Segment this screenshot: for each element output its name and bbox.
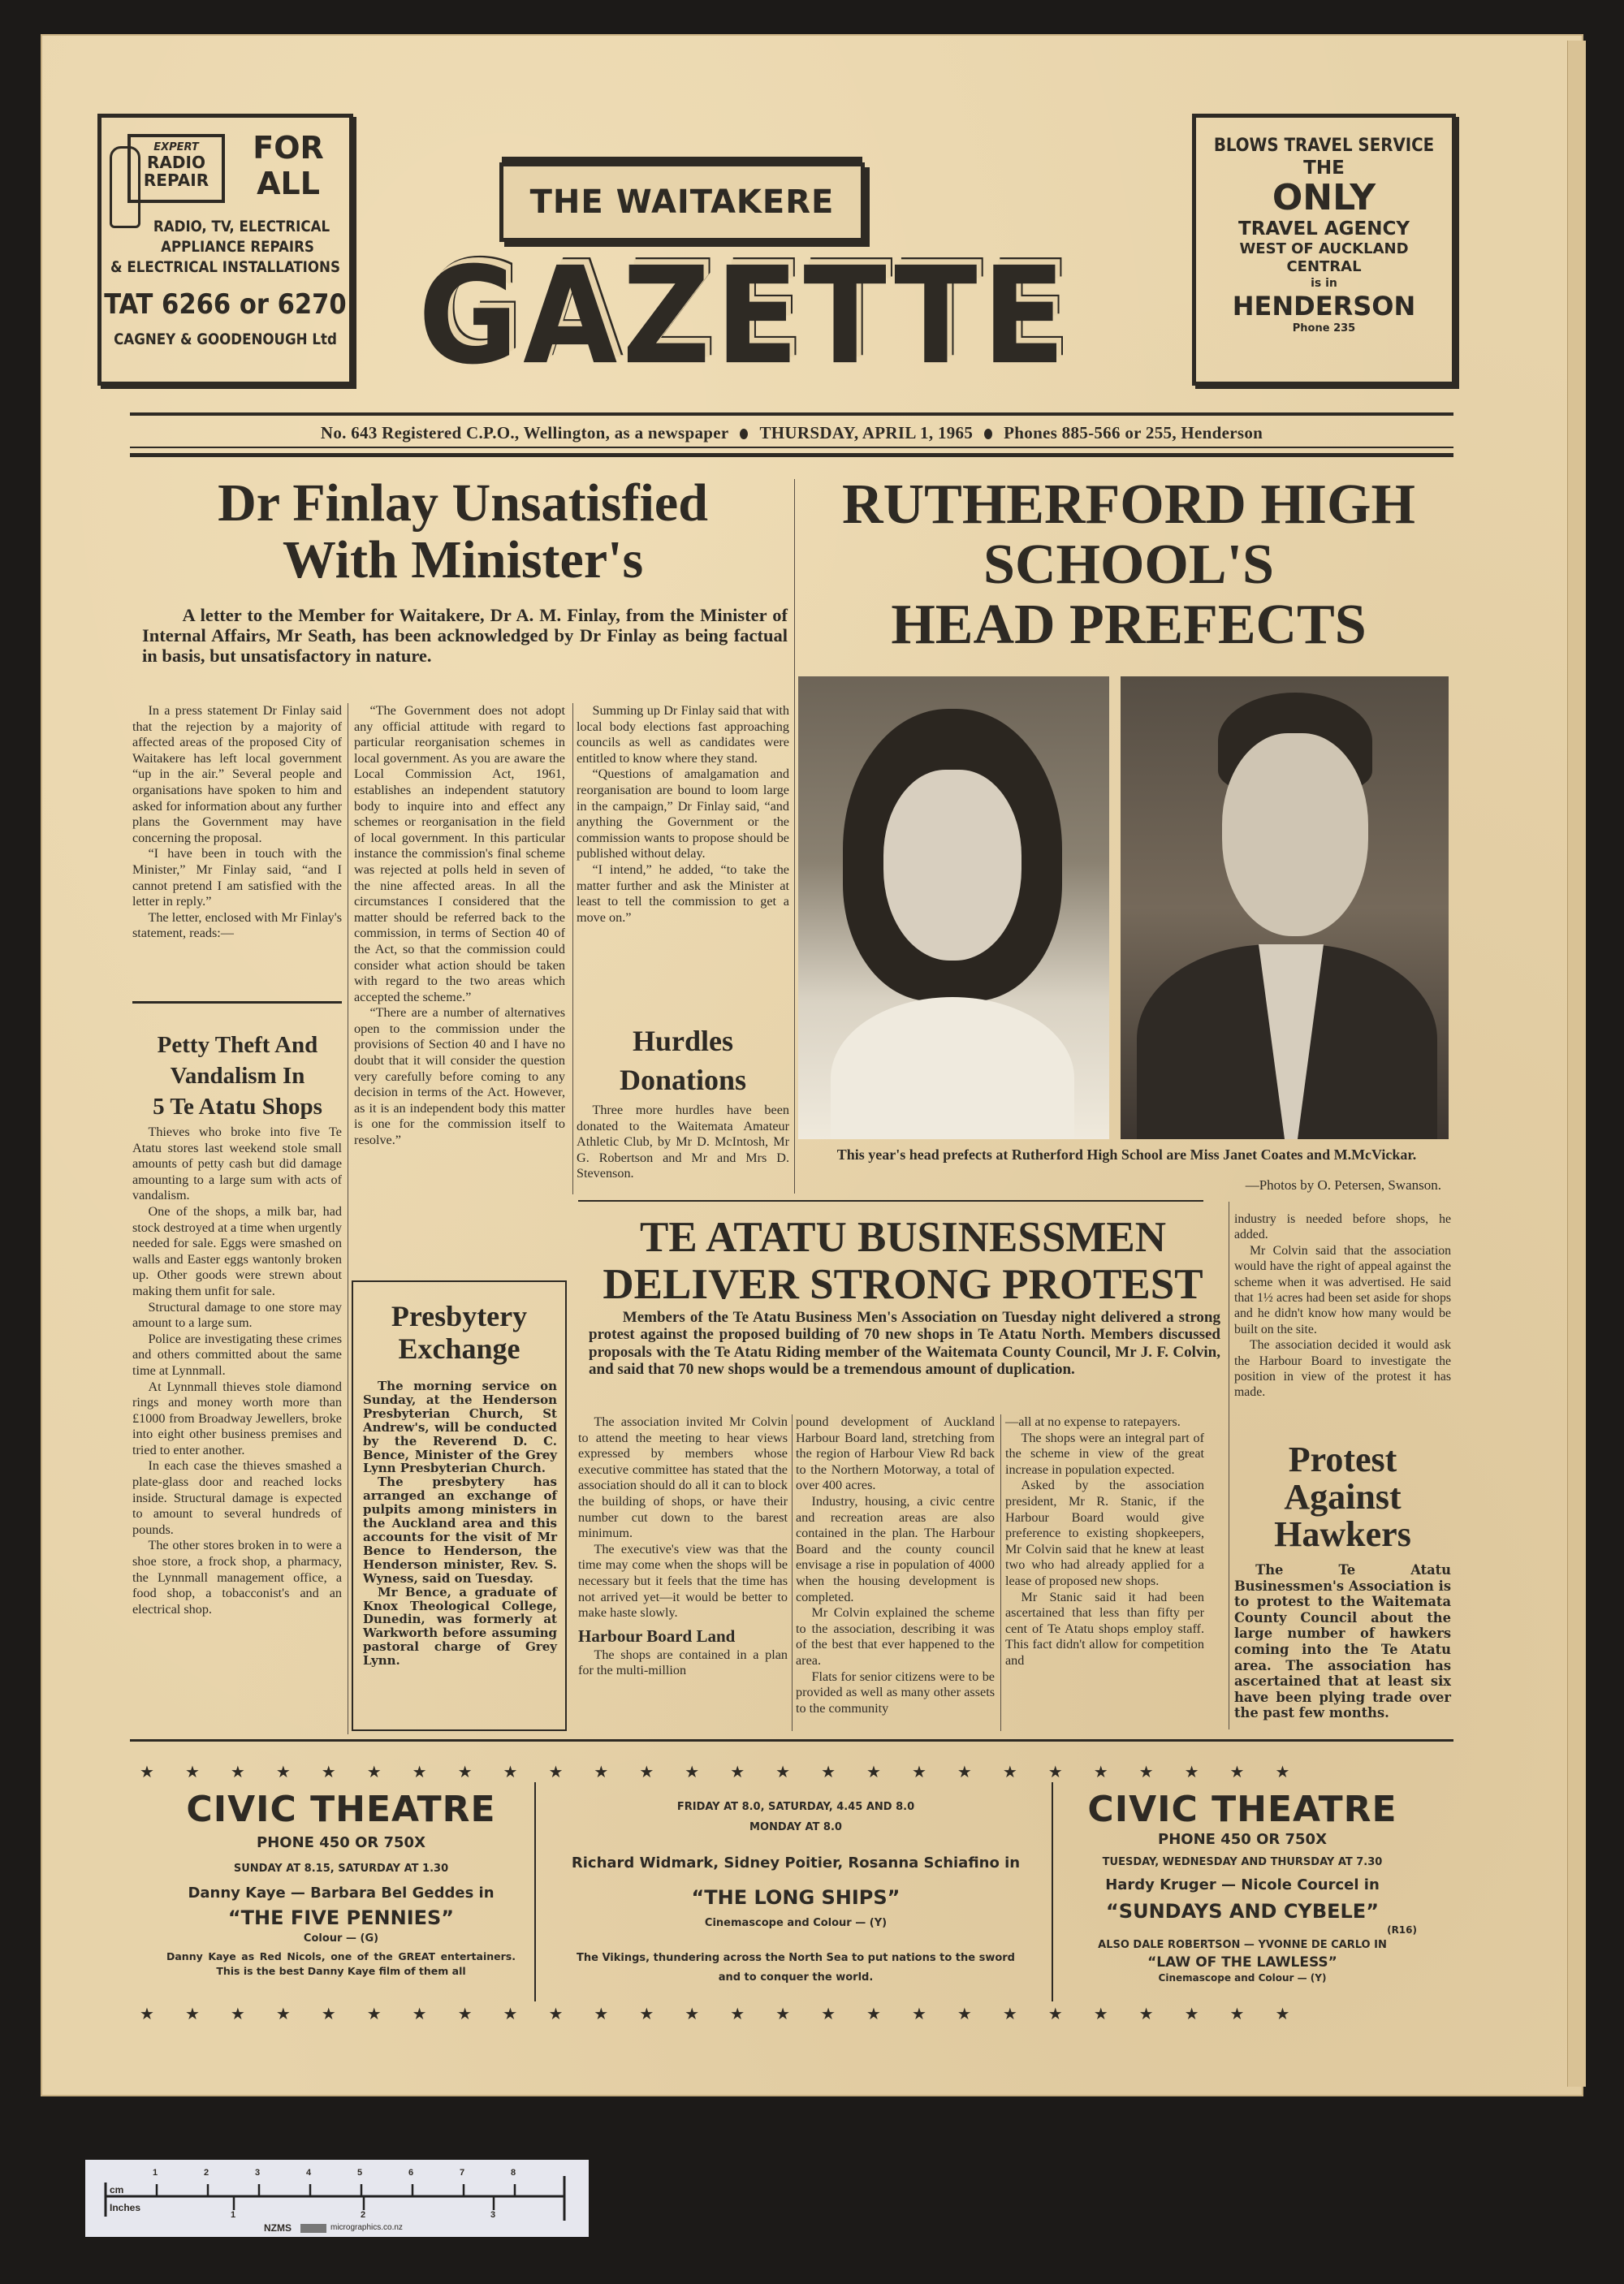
star-icon: ★ (911, 1762, 926, 1781)
star-icon: ★ (639, 1762, 654, 1781)
service-line: & ELECTRICAL INSTALLATIONS (110, 259, 340, 276)
issue-date: THURSDAY, APRIL 1, 1965 (759, 423, 974, 443)
inch-tick-label: 3 (490, 2210, 496, 2220)
cm-tick-label: 3 (255, 2168, 261, 2178)
travel-line: BLOWS TRAVEL SERVICE (1213, 136, 1435, 156)
paragraph: Mr Stanic said it had been ascertained that less than fifty per cent of Te Atatu shops employ staff. This fact didn't allow for competition and (1005, 1589, 1204, 1668)
film-title: “THE LONG SHIPS” (691, 1886, 901, 1909)
star-icon: ★ (1047, 1762, 1063, 1781)
expert-radio-badge (127, 134, 225, 203)
nzms-brand: NZMS (264, 2222, 292, 2234)
star-icon: ★ (1138, 2004, 1154, 2023)
hurdles-body (577, 1103, 789, 1182)
star-icon: ★ (275, 1762, 291, 1781)
cm-label: cm (110, 2184, 124, 2195)
star-icon: ★ (321, 2004, 336, 2023)
paragraph: Thieves who broke into five Te Atatu stores last weekend stole small amounts of petty cash but did damage amounting to a large sum with acts of vandalism. (132, 1125, 342, 1203)
star-icon: ★ (1002, 1762, 1017, 1781)
phones-text: Phones 885-566 or 255, Henderson (1004, 423, 1263, 443)
column-rule (792, 1414, 793, 1731)
headline-line: Against (1284, 1477, 1402, 1517)
photo-credit: —Photos by O. Petersen, Swanson. (1245, 1177, 1441, 1193)
headline-line: Donations (619, 1064, 747, 1096)
cinema-ad-left (166, 1790, 516, 1979)
cm-tick-label: 7 (460, 2168, 465, 2178)
rule (130, 453, 1453, 457)
theatre-phone: PHONE 450 OR 750X (1158, 1831, 1327, 1848)
paragraph: Mr Colvin explained the scheme to the association, describing it was of the best that ever happened to the area. (796, 1605, 995, 1668)
te-atatu-col-2 (796, 1414, 995, 1716)
radio-phone: TAT 6266 or 6270 (104, 288, 347, 321)
petty-theft-body (132, 1125, 342, 1617)
badge-line: EXPERT (153, 141, 199, 153)
star-icon: ★ (730, 2004, 745, 2023)
star-icon: ★ (412, 2004, 427, 2023)
star-icon: ★ (639, 2004, 654, 2023)
finlay-standfirst: A letter to the Member for Waitakere, Dr A. M. Finlay, from the Minister of Internal Affairs, Mr Seath, has been acknowledged by Dr Finlay as being factual in basis, but unsatisfactory in nature. (142, 605, 788, 666)
paragraph: industry is needed before shops, he added. (1234, 1212, 1451, 1242)
star-icon: ★ (866, 1762, 881, 1781)
folio-text (130, 423, 1453, 443)
star-icon: ★ (1229, 2004, 1245, 2023)
travel-line: THE (1303, 158, 1345, 179)
section-rule (132, 1001, 342, 1004)
inches-label: Inches (110, 2202, 141, 2213)
travel-henderson: HENDERSON (1232, 291, 1416, 322)
te-atatu-col-3 (1005, 1414, 1204, 1669)
paragraph: The shops are contained in a plan for the multi-million (578, 1647, 788, 1678)
radio-services (106, 217, 345, 278)
travel-only: ONLY (1272, 177, 1376, 218)
star-icon: ★ (594, 2004, 609, 2023)
headline-line: With Minister's (282, 530, 644, 589)
badge-line: REPAIR (143, 171, 209, 190)
all-text: ALL (257, 166, 320, 201)
star-icon: ★ (275, 2004, 291, 2023)
travel-phone: Phone 235 (1292, 322, 1356, 335)
paragraph: “The Government does not adopt any official attitude with regard to particular reorganisation schemes in local government. As you are aware the Local Commission Act, 1961, establishes an independent statutory body to inquire into and effect any schemes or reorganisation in the field of local government. In this particular instance the commission's final scheme was rejected at polls held in seven of the nine affected areas. In all the circumstances I considered that the matter should be referred back to the commission, in terms of Section 40 of the Act, so that the commission could consider what action should be taken with regard to the two areas which accepted the scheme.” (354, 703, 565, 1004)
showtimes: MONDAY AT 8.0 (749, 1821, 842, 1833)
for-all (244, 130, 333, 201)
for-text: FOR (253, 130, 324, 166)
te-atatu-headline (578, 1214, 1228, 1308)
star-icon: ★ (911, 2004, 926, 2023)
finlay-col-2 (354, 703, 565, 1149)
rule (130, 412, 1453, 416)
ad-divider (534, 1782, 536, 2001)
star-icon: ★ (775, 2004, 791, 2023)
paragraph: The other stores broken in to were a shoe store, a frock shop, a pharmacy, the Lynnmall management office, a food shop, a tobacconist's and an electrical shop. (132, 1538, 342, 1617)
film-title: “SUNDAYS AND CYBELE” (1106, 1900, 1379, 1923)
star-icon: ★ (366, 2004, 382, 2023)
headline-line: SCHOOL'S (983, 533, 1274, 596)
star-icon: ★ (685, 1762, 700, 1781)
star-icon: ★ (1184, 2004, 1199, 2023)
blouse-shape (831, 997, 1074, 1139)
rutherford-headline (804, 475, 1453, 655)
cast: Richard Widmark, Sidney Poitier, Rosanna Schiafino in (571, 1854, 1021, 1872)
nzms-site: micrographics.co.nz (330, 2223, 403, 2232)
star-icon: ★ (412, 1762, 427, 1781)
presbytery-headline (353, 1300, 565, 1365)
scale-ruler (85, 2160, 589, 2237)
folio-bar (130, 412, 1453, 461)
headline-line: Petty Theft And (157, 1032, 318, 1058)
paragraph: In a press statement Dr Finlay said that the rejection by a majority of affected areas of the proposed City of Waitakere has left local government “up in the air.” Several people and organisations have spoken to him and asked for information about any further plans the Government may have concerning the proposal. (132, 703, 342, 845)
petty-theft-headline (130, 1030, 345, 1122)
star-border-bottom (140, 2004, 1289, 2023)
cm-tick-label: 5 (357, 2168, 363, 2178)
star-icon: ★ (230, 1762, 245, 1781)
star-icon: ★ (685, 2004, 700, 2023)
ad-divider (1052, 1782, 1053, 2001)
star-icon: ★ (957, 2004, 972, 2023)
radio-repair-ad (97, 114, 353, 386)
star-icon: ★ (140, 2004, 154, 2023)
paragraph: At Lynnmall thieves stole diamond rings and money worth more than £1000 from Broadway Jewellers, broke into eight other business premises and tried to enter another. (132, 1379, 342, 1457)
film-rating: Colour — (G) (303, 1932, 379, 1945)
nzms-logo-icon (300, 2224, 326, 2233)
star-icon: ★ (321, 1762, 336, 1781)
cast: Hardy Kruger — Nicole Courcel in (1105, 1876, 1380, 1893)
film-blurb: The Vikings, thundering across the North Sea to put nations to the sword and to conquer the world. (576, 1952, 1015, 1984)
paragraph: “I intend,” he added, “to take the matter further and ask the Minister at least to tell the commission to get a move on.” (577, 861, 789, 925)
cm-tick-label: 6 (408, 2168, 414, 2178)
travel-line: WEST OF AUCKLAND (1239, 240, 1409, 257)
te-atatu-col-1 (578, 1414, 788, 1679)
paragraph: Summing up Dr Finlay said that with local body elections fast approaching councils as well as candidates were entitled to know where they stand. (577, 703, 789, 766)
presbytery-box (352, 1280, 567, 1731)
hawkers-body: The Te Atatu Businessmen's Association is to protest to the Waitemata County Council about the large number of hawkers coming into the Te Atatu area. The association has ascertained that at least six have been plying trade over the past few months. (1234, 1562, 1451, 1721)
page-edge (1567, 41, 1586, 2087)
service-line: RADIO, TV, ELECTRICAL (153, 218, 330, 235)
showtimes: TUESDAY, WEDNESDAY AND THURSDAY AT 7.30 (1102, 1856, 1383, 1868)
paragraph: Three more hurdles have been donated to the Waitemata Amateur Athletic Club, by Mr D. McIntosh, Mr G. Robertson and Mr and Mrs D. Stevenson. (577, 1103, 789, 1181)
paragraph: The letter, enclosed with Mr Finlay's statement, reads:— (132, 909, 342, 941)
star-icon: ★ (366, 1762, 382, 1781)
star-icon: ★ (230, 2004, 245, 2023)
column-rule (794, 479, 795, 1194)
film-blurb: Danny Kaye as Red Nicols, one of the GREAT entertainers. This is the best Danny Kaye film of them all (166, 1950, 516, 1977)
face-shape (883, 770, 1021, 961)
star-icon: ★ (821, 2004, 836, 2023)
cm-tick-label: 8 (511, 2168, 516, 2178)
paragraph: pound development of Auckland Harbour Board land, stretching from the region of Harbour View Rd back to the Northern Motorway, a total of over 400 acres. (796, 1414, 995, 1493)
star-icon: ★ (1229, 1762, 1245, 1781)
cast: Danny Kaye — Barbara Bel Geddes in (188, 1885, 495, 1902)
hurdles-headline (577, 1021, 789, 1099)
section-rule (578, 1200, 1203, 1202)
presbytery-body (363, 1379, 557, 1668)
photo-mcvickar (1121, 676, 1449, 1139)
finlay-col-3 (577, 703, 789, 926)
travel-line: TRAVEL AGENCY (1238, 218, 1410, 240)
headline-line: HEAD PREFECTS (891, 594, 1367, 656)
cm-tick-label: 1 (153, 2168, 158, 2178)
headline-line: Hurdles (632, 1025, 733, 1057)
star-icon: ★ (775, 1762, 791, 1781)
cm-tick-label: 2 (204, 2168, 209, 2178)
paragraph: The association decided it would ask the Harbour Board to investigate the position in view of the protest it has made. (1234, 1338, 1451, 1400)
paragraph: In each case the thieves smashed a plate-glass door and reached locks inside. Structural damage is expected to amount to several hundreds of pounds. (132, 1458, 342, 1537)
star-icon: ★ (821, 1762, 836, 1781)
photo-caption: This year's head prefects at Rutherford High School are Miss Janet Coates and M.McVickar. (836, 1146, 1417, 1163)
paragraph: The association invited Mr Colvin to attend the meeting to hear views expressed by members whose executive committee has stated that the association should do all it can to block the building of shops, or have their number cut down to the barest minimum. (578, 1414, 788, 1541)
headline-line: RUTHERFORD HIGH (842, 473, 1415, 536)
paragraph: The executive's view was that the time may come when the shops will be necessary but it feels that the time has not arrived yet—it would be better to make haste slowly. (578, 1541, 788, 1621)
masthead (418, 150, 1161, 395)
headline-line: Presbytery (391, 1300, 528, 1332)
headline-line: DELIVER STRONG PROTEST (603, 1261, 1203, 1308)
star-icon: ★ (548, 2004, 564, 2023)
travel-agency-ad (1192, 114, 1456, 386)
column-rule (572, 703, 573, 1194)
star-icon: ★ (1275, 2004, 1290, 2023)
paragraph: Asked by the association president, Mr R. Stanic, if the Harbour Board would give preference to existing shopkeepers, Mr Colvin said that he knew at least two who had already applied for a lease of proposed new shops. (1005, 1478, 1204, 1588)
inch-tick-label: 2 (361, 2210, 366, 2220)
film-rating-2: Cinemascope and Colour — (Y) (1158, 1972, 1327, 1984)
paragraph: The morning service on Sunday, at the Henderson Presbyterian Church, St Andrew's, will be conducted by the Reverend D. C. Bence, Minister of the Grey Lynn Presbyterian Church. (363, 1379, 557, 1476)
star-icon: ★ (1093, 1762, 1108, 1781)
paragraph: “I have been in touch with the Minister,” Mr Finlay said, “and I cannot pretend I am satisfied with the letter in reply.” (132, 846, 342, 909)
film-rating: Cinemascope and Colour — (Y) (704, 1917, 888, 1929)
star-icon: ★ (184, 2004, 200, 2023)
star-icon: ★ (1275, 1762, 1290, 1781)
film-title: “THE FIVE PENNIES” (227, 1906, 455, 1929)
service-line: APPLIANCE REPAIRS (161, 239, 314, 256)
registration-text: No. 643 Registered C.P.O., Wellington, as a newspaper (320, 423, 729, 443)
paragraph: Structural damage to one store may amount to a large sum. (132, 1299, 342, 1331)
column-rule (1000, 1414, 1001, 1731)
rule (130, 447, 1453, 448)
paragraph: The presbytery has arranged an exchange of pulpits among ministers in the Auckland area and this accounts for the visit of Mr Bence to Henderson, the Henderson minister, Rev. S. Wyness, said on Tuesday. (363, 1474, 557, 1586)
supporting-cast: ALSO DALE ROBERTSON — YVONNE DE CARLO IN (1098, 1939, 1387, 1951)
headline-line: Vandalism In (170, 1063, 305, 1089)
finlay-headline (134, 475, 792, 589)
star-icon: ★ (957, 1762, 972, 1781)
star-icon: ★ (184, 1762, 200, 1781)
paragraph: Mr Bence, a graduate of Knox Theological College, Dunedin, was formerly at Warkworth before assuming pastoral charge of Grey Lynn. (363, 1584, 557, 1669)
masthead-sign: THE WAITAKERE (499, 162, 865, 242)
showtimes: SUNDAY AT 8.15, SATURDAY AT 1.30 (233, 1863, 449, 1875)
star-icon: ★ (730, 1762, 745, 1781)
star-icon: ★ (1138, 1762, 1154, 1781)
headline-line: 5 Te Atatu Shops (153, 1094, 322, 1120)
paragraph: “There are a number of alternatives open to the commission under the provisions of Section 40 and I have no doubt that it will consider the question very carefully before coming to any decision in terms of the Act. However, as it is an independent body this matter is one for the commission itself to resolve.” (354, 1005, 565, 1148)
radio-company: CAGNEY & GOODENOUGH Ltd (114, 331, 337, 348)
star-icon: ★ (1093, 2004, 1108, 2023)
star-icon: ★ (457, 2004, 473, 2023)
inch-tick-label: 1 (231, 2210, 236, 2220)
star-icon: ★ (1002, 2004, 1017, 2023)
headline-line: Protest (1288, 1440, 1397, 1479)
harbour-board-subhead: Harbour Board Land (578, 1626, 736, 1646)
paragraph: Flats for senior citizens were to be provided as well as many other assets to the community (796, 1669, 995, 1716)
headline-line: Dr Finlay Unsatisfied (218, 473, 708, 533)
paragraph: —all at no expense to ratepayers. (1005, 1414, 1181, 1429)
face-shape (1222, 733, 1368, 936)
cinema-ad-right (1068, 1790, 1417, 1984)
star-icon: ★ (503, 1762, 518, 1781)
bullet-icon (740, 429, 748, 439)
travel-line: is in (1311, 277, 1337, 290)
finlay-col-1 (132, 703, 342, 942)
masthead-title: GAZETTE (418, 239, 1070, 395)
headline-line: Hawkers (1274, 1514, 1411, 1554)
photo-janet-coates (798, 676, 1109, 1139)
paragraph: Police are investigating these crimes and others committed about the same time at Lynnmall. (132, 1331, 342, 1378)
star-icon: ★ (1047, 2004, 1063, 2023)
paragraph: The shops were an integral part of the scheme in view of the great increase in population expected. (1005, 1430, 1204, 1477)
star-icon: ★ (503, 2004, 518, 2023)
star-icon: ★ (866, 2004, 881, 2023)
star-icon: ★ (140, 1762, 154, 1781)
star-icon: ★ (1184, 1762, 1199, 1781)
cm-tick-label: 4 (306, 2168, 312, 2178)
showtimes: FRIDAY AT 8.0, SATURDAY, 4.45 AND 8.0 (676, 1801, 915, 1813)
theatre-phone: PHONE 450 OR 750X (257, 1834, 425, 1851)
star-icon: ★ (548, 1762, 564, 1781)
headline-line: Exchange (398, 1332, 520, 1365)
cinema-ad-middle (556, 1801, 1035, 1988)
theatre-name: CIVIC THEATRE (186, 1789, 496, 1830)
badge-line: RADIO (147, 153, 205, 172)
hawkers-headline (1234, 1441, 1451, 1553)
bullet-icon (984, 429, 992, 439)
headline-line: TE ATATU BUSINESSMEN (640, 1214, 1166, 1261)
travel-line: CENTRAL (1286, 258, 1362, 275)
paragraph: “Questions of amalgamation and reorganisation are bound to loom large in the campaign,” Dr Finlay said, “and anything the Government or the commission wants to propose should be published without delay. (577, 766, 789, 861)
star-border-top (140, 1762, 1289, 1781)
film-rating: (R16) (1387, 1924, 1417, 1936)
te-atatu-col-4 (1234, 1211, 1451, 1401)
film-title-2: “LAW OF THE LAWLESS” (1147, 1954, 1337, 1971)
te-atatu-standfirst: Members of the Te Atatu Business Men's Association on Tuesday night delivered a strong protest against the proposed building of 70 new shops in Te Atatu North. Members discussed proposals with the Te Atatu Riding member of the Waitemata County Council, Mr J. F. Colvin, and said that 70 new shops would be a tremendous amount of duplication. (589, 1309, 1220, 1378)
paragraph: Mr Colvin said that the association would have the right of appeal against the scheme when it was advertised. He said that 1½ acres had been set aside for shops and he didn't know how many would be built on the site. (1234, 1243, 1451, 1336)
paragraph: Industry, housing, a civic centre and recreation areas are also contained in the plan. The Harbour Board and the county council envisage a rise in population of 4000 when the housing development is completed. (796, 1493, 995, 1604)
theatre-name: CIVIC THEATRE (1087, 1789, 1397, 1830)
section-rule (130, 1739, 1453, 1742)
star-icon: ★ (457, 1762, 473, 1781)
star-icon: ★ (594, 1762, 609, 1781)
paragraph: One of the shops, a milk bar, had stock destroyed at a time when urgently needed for sale. Eggs were smashed on walls and Easter eggs wantonly broken up. Other goods were strewn about making them unfit for sale. (132, 1203, 342, 1298)
